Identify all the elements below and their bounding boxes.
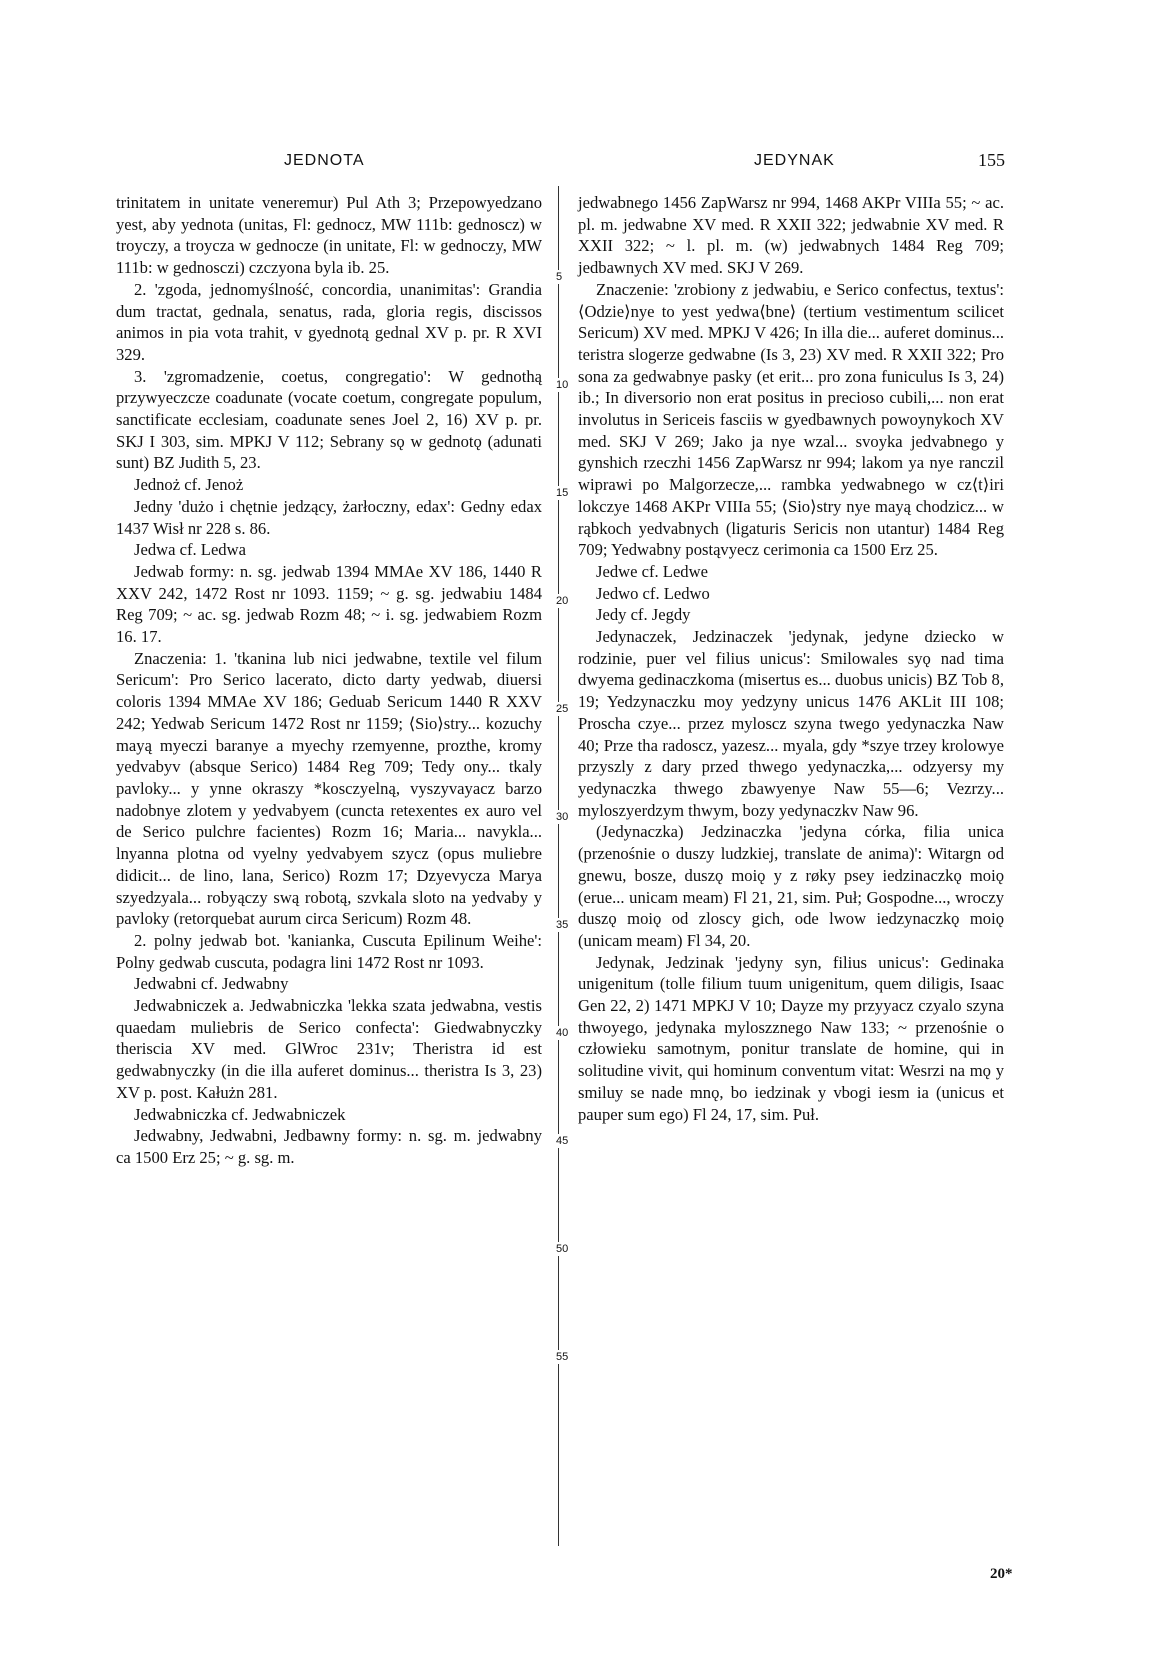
entry-paragraph: 2. polny jedwab bot. 'kanianka, Cuscuta Epilinum Weihe': Polny gedwab cuscuta, podagra lini 1472 Rost nr 1093. [116, 930, 542, 972]
entry-paragraph: Jedynak, Jedzinak 'jedyny syn, filius unicus': Gedinaka unigenitum (tolle filium tuum unigenitum, quem diligis, Isaac Gen 22, 2) 1471 MPKJ V 10; Dayze my przyyacz czyalo szyna thwoyego, jedynaka myloszznego Naw 133; ~ przenośnie o człowieku samotnym, ponitur translate de homine, qui in solitudine vivit, qui hominum conventum vitat: Wesrzi na mǫ y smiluy se nade mnǫ, bo iedzinak y vbogi iesm ia (unicus et pauper sum ego) Fl 24, 17, sim. Puł. [578, 952, 1004, 1124]
line-number: 10 [556, 379, 569, 391]
entry-paragraph: Jedwabny, Jedwabni, Jedbawny formy: n. sg. m. jedwabny ca 1500 Erz 25; ~ g. sg. m. [116, 1126, 542, 1167]
entry-paragraph: Jedwabniczek a. Jedwabniczka 'lekka szata jedwabna, vestis quaedam muliebris de Serico confecta': Giedwabnyczky theriscia XV med. GlWroc 231v; Theristra id est gedwabnyczky (in die illa auferet dominus... theristra Is 3, 23) XV p. post. Kałużn 281. [116, 996, 542, 1102]
entry-paragraph: (Jedynaczka) Jedzinaczka 'jedyna córka, filia unica (przenośnie o duszy ludzkiej, translate de anima)': Witargn od gnewu, bosze, duszǫ moiǫ y z røky psey iedzinaczkǫ moiǫ (erue... unicam meam) Fl 21, 21, sim. Puł; Gospodne..., wroczy duszǫ moiǫ od zloscy gich, ode lwow iedzynaczkǫ moiǫ (unicam meam) Fl 34, 20. [578, 822, 1004, 950]
running-head-right: JEDYNAK [754, 152, 835, 169]
entry-paragraph: Znaczenie: 'zrobiony z jedwabiu, e Serico confectus, textus': ⟨Odzie⟩nye to yest yedwa⟨bne⟩ (tertium vestimentum scilicet Sericum) XV med. MPKJ V 426; In illa die... auferet dominus... teristra slogerze gedwabne (Is 3, 23) XV med. R XXII 322; Pro sona za gedwabnye pasky (et erit... pro zona funiculus Is 3, 24) ib.; In diversorio non erat positus in precioso cubili,... non erat involutus in Sericeis fasciis w gyedbawnych powoynykoch XV med. SKJ V 269; Jako ja nye wzal... svoyka jedvabnego y gynshich rzeczhi 1456 ZapWarsz nr 994; lakom ya nye ranczil wiprawi po Malgorzecze,... rambka yedwabnego w cz⟨t⟩iri lokczye 1468 AKPr VIIIa 55; ⟨Sio⟩stry nye mayą chodzicz... w rąbkoch yedvabnych (ligaturis Sericis non utantur) 1484 Reg 709; Yedwabny postąvyecz cerimonia ca 1500 Erz 25. [578, 279, 1004, 560]
entry-paragraph: Znaczenia: 1. 'tkanina lub nici jedwabne, textile vel filum Sericum': Pro Serico lacerato, dicto darty yedwab, diuersi coloris 1394 MMAe XV 186; Geduab Sericum 1440 R XXV 242; Yedwab Sericum 1472 Rost nr 1159; ⟨Sio⟩stry... kozuchy mayą myeczi baranye a myechy rzemyenne, prozthe, kromy yedvabyv (absque Serico) 1484 Reg 709; Tedy ony... tkaly pavloky... y ynne okraszy *kosczyelną, vyszyvayacz barzo nadobnye zlotem y yedvabyem (cuncta retexentes ex auro vel de Serico pulchre facientes) Rozm 16; Maria... navykla... lnyanna plotna od vyelny yedvabyem szycz (opus muliebre didicit... de lino, lana, Serico) Rozm 17; Dzyevycza Marya szyedzyala... robyączy swą robotą, szvkala sloto na yedvaby y pavloky (retorquebat aurum circa Sericum) Rozm 48. [116, 648, 542, 929]
line-number: 25 [556, 703, 569, 715]
entry-paragraph: Jedy cf. Jegdy [596, 605, 691, 625]
entry-paragraph: Jedwe cf. Ledwe [596, 561, 708, 581]
line-number: 15 [556, 487, 569, 499]
line-number: 50 [556, 1243, 569, 1255]
signature-mark: 20* [990, 1566, 1013, 1582]
line-number: 5 [556, 271, 563, 283]
entry-paragraph: Jedny 'dużo i chętnie jedzący, żarłoczny, edax': Gedny edax 1437 Wisł nr 228 s. 86. [116, 496, 542, 538]
line-number: 45 [556, 1135, 569, 1147]
line-number: 55 [556, 1351, 569, 1363]
line-number: 20 [556, 595, 569, 607]
entry-paragraph: Jedynaczek, Jedzinaczek 'jedynak, jedyne dziecko w rodzinie, puer vel filius unicus': Smilowales syǫ nad tima dwyema gedinaczkoma (misertus es... duobus unicis) BZ Tob 8, 19; Yedzynaczku moy yedzyny unicus 1476 AKLit III 108; Proscha czye... przez myloscz szyna twego yedynaczka Naw 40; Prze tha radoscz, yazesz... myala, gdy *szye trzey krolowye przyszly z dary przed thwego yedynaczka,... odzyersy my yedynaczka thwego zbawyenye Naw 55—6; Vezrzy... myloszyerdzym thwym, bozy yedynaczkv Naw 96. [578, 627, 1004, 820]
entry-paragraph: Jedwa cf. Ledwa [134, 540, 246, 560]
entry-paragraph: Jedwo cf. Ledwo [596, 583, 710, 603]
entry-paragraph: Jednoż cf. Jenoż [134, 475, 244, 495]
line-number: 30 [556, 811, 569, 823]
entry-paragraph: Jedwabniczka cf. Jedwabniczek [134, 1104, 346, 1124]
entry-paragraph: 2. 'zgoda, jednomyślność, concordia, unanimitas': Grandia dum tractat, gednala, senatus, rada, gloria regis, discissos animos in pia vota trahit, v gyednotą gednal XV p. pr. R XVI 329. [116, 279, 542, 364]
left-column [116, 192, 542, 1169]
right-column [578, 192, 1004, 1125]
line-number: 40 [556, 1027, 569, 1039]
running-head-left: JEDNOTA [284, 152, 365, 169]
entry-paragraph: 3. 'zgromadzenie, coetus, congregatio': W gednothą przywyeczcze coadunate (vocate coetum, congregate populum, sanctificate ecclesiam, coadunate senes Joel 2, 16) XV p. pr. SKJ I 303, sim. MPKJ V 112; Sebrany sǫ w gednotǫ (adunati sunt) BZ Judith 5, 23. [116, 366, 542, 473]
entry-paragraph: trinitatem in unitate veneremur) Pul Ath 3; Przepowyedzano yest, aby yednota (unitas, Fl: gednocz, MW 111b: gednoscz) w troyczy, a troycza w gednocze (in unitate, Fl: w gednoczy, MW 111b: w gednosczi) czczyona byla ib. 25. [116, 193, 542, 278]
entry-paragraph: jedwabnego 1456 ZapWarsz nr 994, 1468 AKPr VIIIa 55; ~ ac. pl. m. jedwabne XV med. R XXII 322; jedwabnie XV med. R XXII 322; ~ l. pl. m. (w) jedwabnych 1484 Reg 709; jedbawnych XV med. SKJ V 269. [578, 193, 1004, 278]
entry-paragraph: Jedwabni cf. Jedwabny [134, 974, 289, 994]
entry-paragraph: Jedwab formy: n. sg. jedwab 1394 MMAe XV 186, 1440 R XXV 242, 1472 Rost nr 1093. 1159; ~ g. sg. jedwabiu 1484 Reg 709; ~ ac. sg. jedwab Rozm 48; ~ i. sg. jedwabiem Rozm 16. 17. [116, 561, 542, 647]
line-number: 35 [556, 919, 569, 931]
page-number: 155 [978, 150, 1005, 170]
